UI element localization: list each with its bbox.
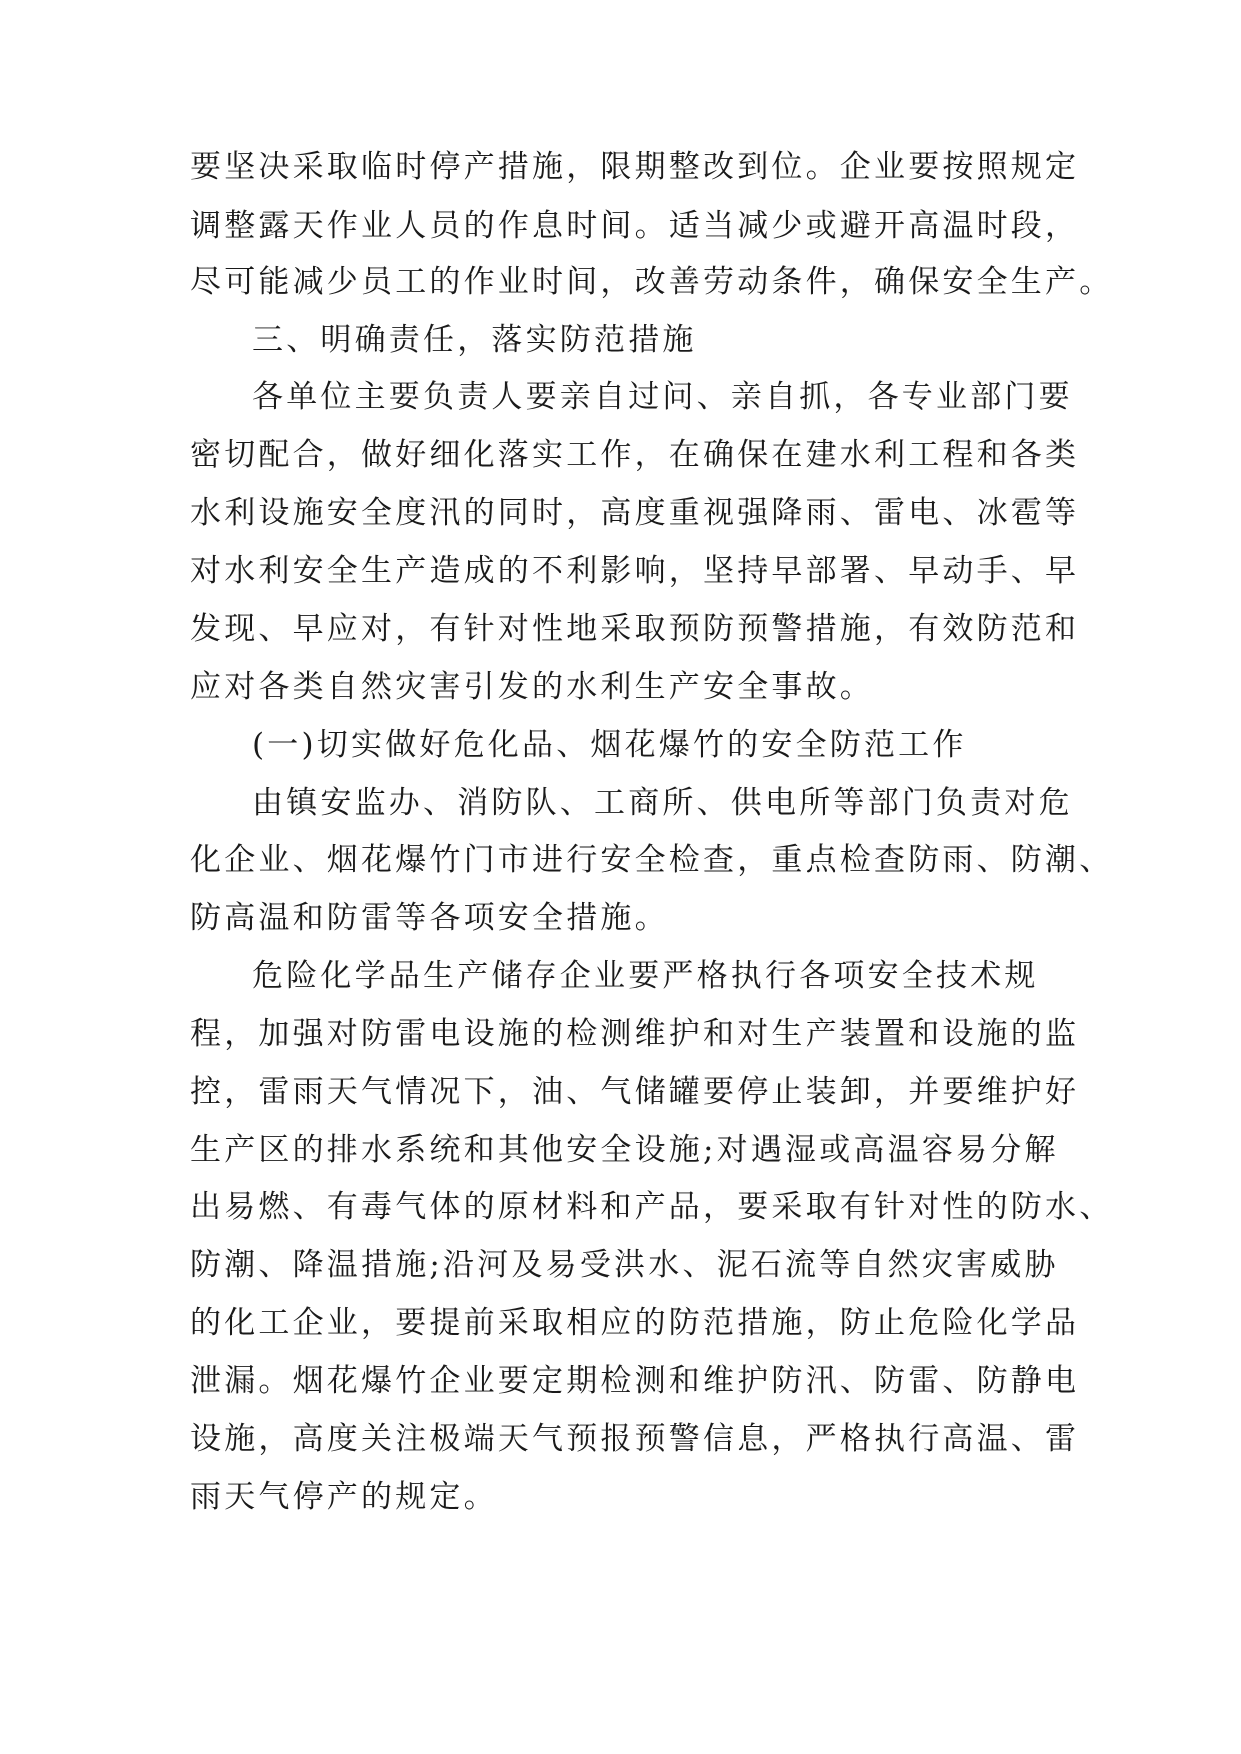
text-line: 防潮、降温措施;沿河及易受洪水、泥石流等自然灾害威胁 (190, 1247, 1059, 1283)
text-line: 出易燃、有毒气体的原材料和产品，要采取有针对性的防水、 (190, 1189, 1114, 1225)
text-line: 生产区的排水系统和其他安全设施;对遇湿或高温容易分解 (190, 1132, 1059, 1168)
text-line: 危险化学品生产储存企业要严格执行各项安全技术规 (252, 958, 1039, 994)
text-line: 尽可能减少员工的作业时间，改善劳动条件，确保安全生产。 (190, 264, 1114, 300)
text-line: 由镇安监办、消防队、工商所、供电所等部门负责对危 (252, 785, 1073, 821)
text-line: 的化工企业，要提前采取相应的防范措施，防止危险化学品 (190, 1305, 1080, 1341)
section-heading: 三、明确责任，落实防范措施 (252, 322, 697, 358)
text-line: 应对各类自然灾害引发的水利生产安全事故。 (190, 669, 874, 705)
text-line: 发现、早应对，有针对性地采取预防预警措施，有效防范和 (190, 611, 1080, 647)
text-line: 控，雷雨天气情况下，油、气储罐要停止装卸，并要维护好 (190, 1074, 1080, 1110)
text-line: 雨天气停产的规定。 (190, 1479, 498, 1515)
text-line: 对水利安全生产造成的不利影响，坚持早部署、早动手、早 (190, 553, 1080, 589)
text-line: 各单位主要负责人要亲自过问、亲自抓，各专业部门要 (252, 379, 1073, 415)
subsection-heading: (一)切实做好危化品、烟花爆竹的安全防范工作 (252, 727, 967, 763)
text-line: 程，加强对防雷电设施的检测维护和对生产装置和设施的监 (190, 1016, 1080, 1052)
text-line: 密切配合，做好细化落实工作，在确保在建水利工程和各类 (190, 437, 1080, 473)
text-line: 设施，高度关注极端天气预报预警信息，严格执行高温、雷 (190, 1421, 1080, 1457)
text-line: 防高温和防雷等各项安全措施。 (190, 900, 669, 936)
text-line: 调整露天作业人员的作息时间。适当减少或避开高温时段， (190, 208, 1080, 244)
text-line: 要坚决采取临时停产措施，限期整改到位。企业要按照规定 (190, 149, 1080, 185)
text-line: 泄漏。烟花爆竹企业要定期检测和维护防汛、防雷、防静电 (190, 1363, 1080, 1399)
text-line: 水利设施安全度汛的同时，高度重视强降雨、雷电、冰雹等 (190, 495, 1080, 531)
text-line: 化企业、烟花爆竹门市进行安全检查，重点检查防雨、防潮、 (190, 842, 1114, 878)
